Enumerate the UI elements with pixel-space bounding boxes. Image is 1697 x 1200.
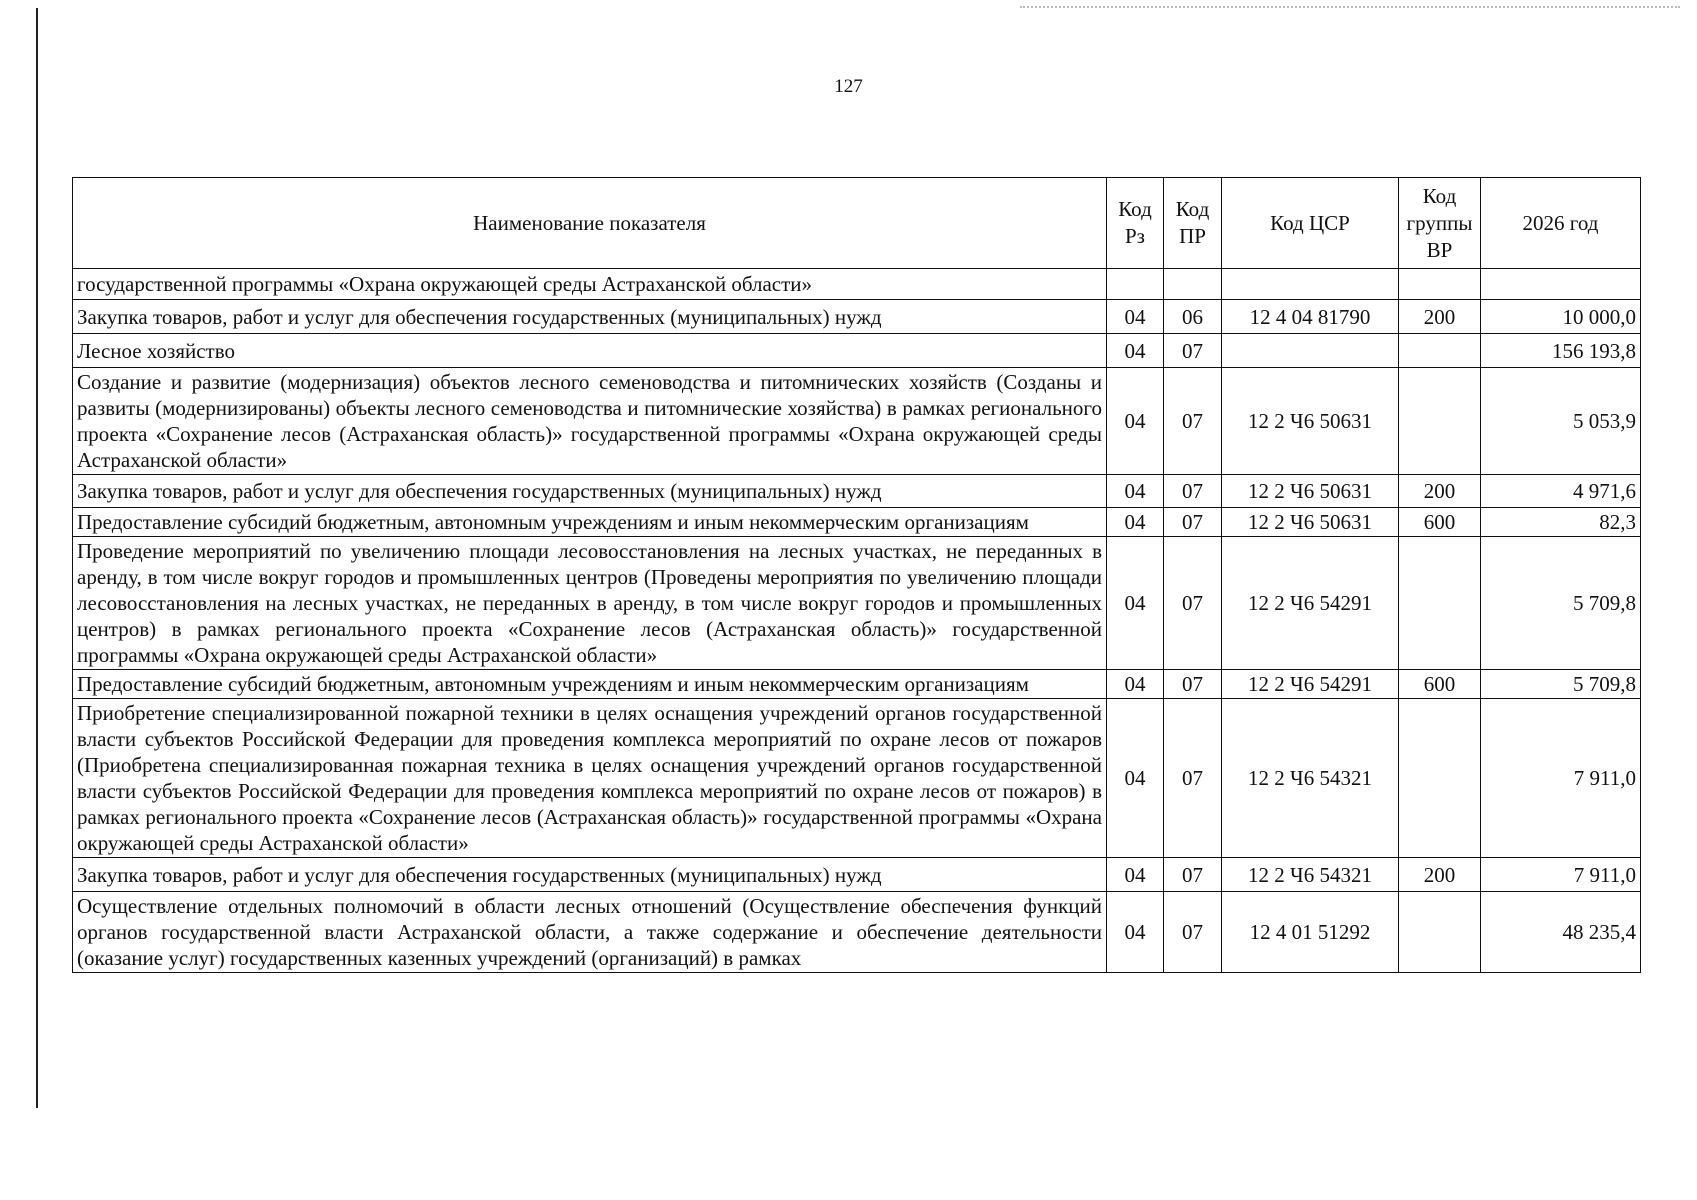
row-rz: 04 [1107, 334, 1164, 368]
row-pr: 07 [1164, 368, 1222, 475]
row-csr: 12 2 Ч6 54321 [1222, 699, 1399, 858]
row-csr: 12 2 Ч6 50631 [1222, 368, 1399, 475]
row-vr [1399, 699, 1481, 858]
row-pr: 07 [1164, 334, 1222, 368]
table-row [73, 475, 1641, 508]
row-name: государственной программы «Охрана окружающей среды Астраханской области» [73, 269, 1107, 300]
row-vr: 200 [1399, 858, 1481, 892]
row-amount: 5 709,8 [1481, 670, 1641, 699]
row-name: Приобретение специализированной пожарной техники в целях оснащения учреждений органов государственной власти субъектов Российской Федерации для проведения комплекса мероприятий по охране лесов от пожаров (Приобретена специализированная пожарная техника в целях оснащения учреждений органов государственной власти субъектов Российской Федерации для проведения комплекса мероприятий по охране лесов от пожаров) в рамках регионального проекта «Сохранение лесов (Астраханская область)» государственной программы «Охрана окружающей среды Астраханской области» [73, 699, 1107, 858]
row-vr: 200 [1399, 475, 1481, 508]
row-rz [1107, 269, 1164, 300]
row-rz: 04 [1107, 858, 1164, 892]
row-pr: 07 [1164, 892, 1222, 973]
row-rz: 04 [1107, 699, 1164, 858]
row-amount: 5 053,9 [1481, 368, 1641, 475]
row-name: Предоставление субсидий бюджетным, автономным учреждениям и иным некоммерческим организациям [73, 508, 1107, 537]
row-csr: 12 4 04 81790 [1222, 300, 1399, 334]
row-pr [1164, 269, 1222, 300]
row-csr: 12 2 Ч6 50631 [1222, 475, 1399, 508]
header-year: 2026 год [1481, 178, 1641, 269]
row-pr: 07 [1164, 537, 1222, 670]
row-amount: 48 235,4 [1481, 892, 1641, 973]
row-name: Создание и развитие (модернизация) объектов лесного семеноводства и питомнических хозяйств (Созданы и развиты (модернизированы) объекты лесного семеноводства и питомнические хозяйства) в рамках регионального проекта «Сохранение лесов (Астраханская область)» государственной программы «Охрана окружающей среды Астраханской области» [73, 368, 1107, 475]
row-name: Проведение мероприятий по увеличению площади лесовосстановления на лесных участках, не переданных в аренду, в том числе вокруг городов и промышленных центров (Проведены мероприятия по увеличению площади лесовосстановления на лесных участках, не переданных в аренду, в том числе вокруг городов и промышленных центров) в рамках регионального проекта «Сохранение лесов (Астраханская область)» государственной программы «Охрана окружающей среды Астраханской области» [73, 537, 1107, 670]
row-vr [1399, 892, 1481, 973]
row-amount: 82,3 [1481, 508, 1641, 537]
row-amount: 7 911,0 [1481, 858, 1641, 892]
row-csr: 12 4 01 51292 [1222, 892, 1399, 973]
table-row [73, 892, 1641, 973]
table-row [73, 537, 1641, 670]
row-csr: 12 2 Ч6 50631 [1222, 508, 1399, 537]
row-pr: 07 [1164, 508, 1222, 537]
left-margin-line [36, 8, 38, 1108]
table-row [73, 368, 1641, 475]
header-name: Наименование показателя [73, 178, 1107, 269]
row-name: Лесное хозяйство [73, 334, 1107, 368]
header-rz: Код Рз [1107, 178, 1164, 269]
row-amount: 156 193,8 [1481, 334, 1641, 368]
row-rz: 04 [1107, 537, 1164, 670]
header-csr: Код ЦСР [1222, 178, 1399, 269]
row-rz: 04 [1107, 892, 1164, 973]
row-csr: 12 2 Ч6 54291 [1222, 537, 1399, 670]
row-name: Закупка товаров, работ и услуг для обеспечения государственных (муниципальных) нужд [73, 858, 1107, 892]
row-vr [1399, 537, 1481, 670]
table-row [73, 858, 1641, 892]
row-name: Закупка товаров, работ и услуг для обеспечения государственных (муниципальных) нужд [73, 300, 1107, 334]
row-pr: 06 [1164, 300, 1222, 334]
budget-table [72, 177, 1641, 973]
row-rz: 04 [1107, 300, 1164, 334]
row-vr: 600 [1399, 670, 1481, 699]
row-pr: 07 [1164, 670, 1222, 699]
row-csr: 12 2 Ч6 54291 [1222, 670, 1399, 699]
table-header-row [73, 178, 1641, 269]
table-row [73, 508, 1641, 537]
row-amount: 5 709,8 [1481, 537, 1641, 670]
scan-edge-artifact [1020, 6, 1680, 8]
header-pr: Код ПР [1164, 178, 1222, 269]
row-csr: 12 2 Ч6 54321 [1222, 858, 1399, 892]
row-vr [1399, 269, 1481, 300]
row-vr: 200 [1399, 300, 1481, 334]
row-rz: 04 [1107, 368, 1164, 475]
row-pr: 07 [1164, 858, 1222, 892]
table-row [73, 670, 1641, 699]
table-row [73, 269, 1641, 300]
row-amount: 7 911,0 [1481, 699, 1641, 858]
row-csr [1222, 334, 1399, 368]
row-rz: 04 [1107, 670, 1164, 699]
row-pr: 07 [1164, 475, 1222, 508]
row-vr [1399, 368, 1481, 475]
table-row [73, 334, 1641, 368]
row-name: Предоставление субсидий бюджетным, автономным учреждениям и иным некоммерческим организациям [73, 670, 1107, 699]
header-vr: Код группы ВР [1399, 178, 1481, 269]
table-row [73, 699, 1641, 858]
row-name: Осуществление отдельных полномочий в области лесных отношений (Осуществление обеспечения функций органов государственной власти Астраханской области, а также содержание и обеспечение деятельности (оказание услуг) государственных казенных учреждений (организаций) в рамках [73, 892, 1107, 973]
row-rz: 04 [1107, 508, 1164, 537]
table-row [73, 300, 1641, 334]
row-vr [1399, 334, 1481, 368]
row-vr: 600 [1399, 508, 1481, 537]
row-rz: 04 [1107, 475, 1164, 508]
row-amount [1481, 269, 1641, 300]
page-number: 127 [834, 76, 863, 97]
row-csr [1222, 269, 1399, 300]
row-amount: 10 000,0 [1481, 300, 1641, 334]
row-amount: 4 971,6 [1481, 475, 1641, 508]
row-name: Закупка товаров, работ и услуг для обеспечения государственных (муниципальных) нужд [73, 475, 1107, 508]
row-pr: 07 [1164, 699, 1222, 858]
